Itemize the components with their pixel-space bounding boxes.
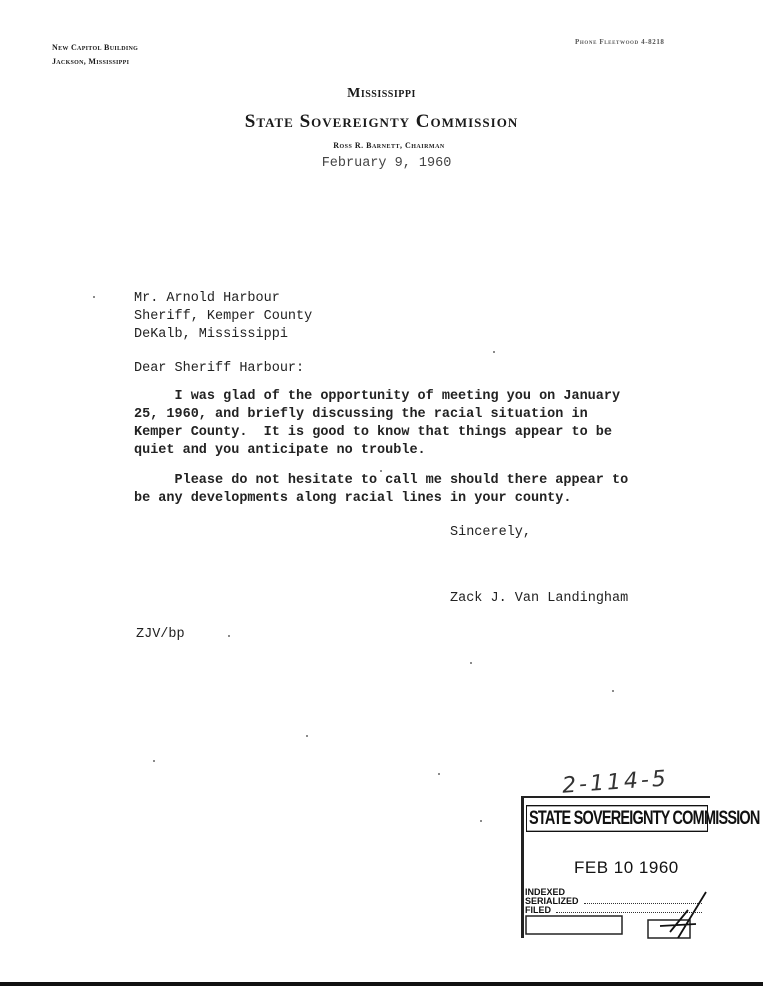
scan-speck (93, 296, 95, 298)
paragraph1-line4: quiet and you anticipate no trouble. (134, 443, 426, 458)
signature-name: Zack J. Van Landingham (450, 591, 629, 606)
letterhead-phone: Phone Fleetwood 4-8218 (575, 38, 665, 46)
recipient-name: Mr. Arnold Harbour (134, 291, 280, 306)
paragraph2-line2: be any developments along racial lines in your county. (134, 491, 572, 506)
paragraph1-line1: I was glad of the opportunity of meeting you on January (134, 389, 621, 404)
letterhead-address-line1: New Capitol Building (52, 43, 139, 52)
recipient-location: DeKalb, Mississippi (134, 327, 288, 342)
scan-speck (493, 351, 495, 353)
stamp-title: STATE SOVEREIGNTY COMMISSION (526, 805, 708, 832)
stamp-serialized-label: SERIALIZED (525, 896, 579, 906)
letter-date: February 9, 1960 (321, 156, 452, 171)
scan-speck (612, 690, 614, 692)
paragraph1-line2: 25, 1960, and briefly discussing the racial situation in (134, 407, 588, 422)
scan-speck (306, 735, 308, 737)
handwritten-file-number: 2-114-5 (561, 766, 670, 799)
typist-initials: ZJV/bp (136, 627, 185, 642)
scan-speck (380, 470, 382, 472)
stamp-scribble-mark (520, 880, 710, 942)
letterhead-address-line2: Jackson, Mississippi (52, 57, 130, 66)
scan-speck (228, 635, 230, 637)
scan-speck (153, 760, 155, 762)
recipient-title: Sheriff, Kemper County (134, 309, 313, 324)
scan-speck (470, 662, 472, 664)
stamp-filed-label: FILED (525, 905, 551, 915)
stamp-indexed-label: INDEXED (525, 887, 566, 897)
salutation: Dear Sheriff Harbour: (134, 361, 305, 376)
stamp-date: FEB 10 1960 (574, 858, 679, 877)
letterhead-commission: State Sovereignty Commission (244, 111, 519, 132)
scan-bottom-edge (0, 982, 763, 986)
paragraph2-line1: Please do not hesitate to call me should there appear to (134, 473, 629, 488)
closing: Sincerely, (450, 525, 532, 540)
scan-speck (438, 773, 440, 775)
paragraph1-line3: Kemper County. It is good to know that things appear to be (134, 425, 612, 440)
letterhead-chairman: Ross R. Barnett, Chairman (333, 141, 445, 150)
letterhead-state: Mississippi (347, 86, 416, 101)
scan-speck (480, 820, 482, 822)
